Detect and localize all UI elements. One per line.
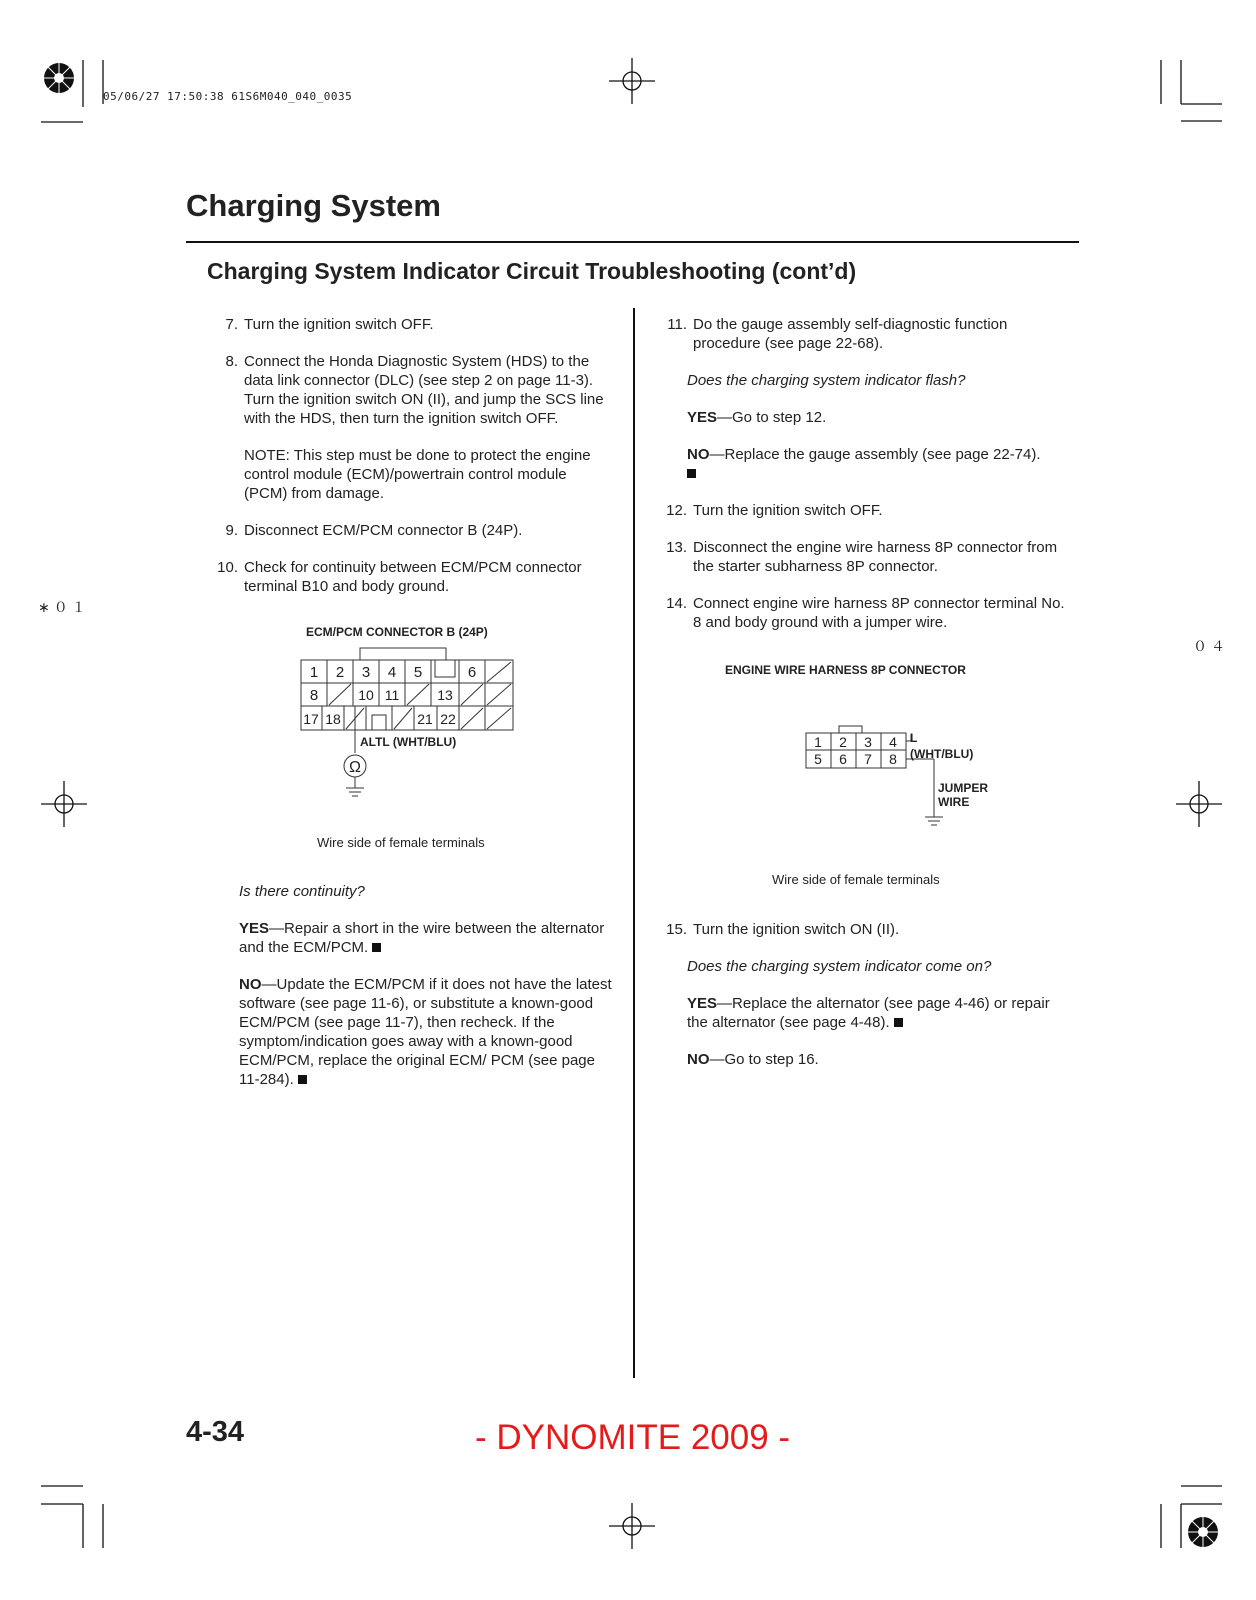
continuity-question: Is there continuity? <box>239 883 365 900</box>
jumper-wire-label: WIRE <box>938 795 970 809</box>
yes-answer: YES—Repair a short in the wire between the alternator and the ECM/PCM. <box>239 920 605 956</box>
pin-label: 7 <box>864 751 872 767</box>
pin-label: 5 <box>413 664 423 681</box>
pin-label: 6 <box>839 751 847 767</box>
wire-color-label: L <box>910 731 918 745</box>
yes-answer: YES—Go to step 12. <box>687 409 827 426</box>
pin-label: 4 <box>889 734 897 750</box>
step-13 <box>655 538 1065 576</box>
wire-color-label: (WHT/BLU) <box>910 747 974 761</box>
step-text: Check for continuity between ECM/PCM connector terminal B10 and body ground. <box>244 559 582 595</box>
pin-label: 10 <box>358 687 374 703</box>
step-10 <box>206 558 611 596</box>
ohmmeter-icon: Ω <box>349 759 361 776</box>
right-margin-mark: ０４ <box>1193 638 1229 654</box>
pin-label: 13 <box>437 687 453 703</box>
page-number: 4-34 <box>186 1416 245 1448</box>
section-title: Charging System Indicator Circuit Troubleshooting (cont’d) <box>207 258 857 284</box>
step-text: Turn the ignition switch ON (II). <box>693 921 900 938</box>
step-9 <box>206 521 611 540</box>
pin-label: 8 <box>889 751 897 767</box>
left-margin-mark: ∗０１ <box>38 599 90 615</box>
title-divider <box>186 241 1079 243</box>
end-square-icon <box>372 943 381 952</box>
pin-label: 5 <box>814 751 822 767</box>
pin-label: 4 <box>387 664 397 681</box>
step-11 <box>655 315 1065 353</box>
left-answers <box>239 882 614 1089</box>
engine-harness-8p-connector-diagram <box>720 662 1020 837</box>
step-number: 14. <box>666 595 687 612</box>
no-answer: NO—Update the ECM/PCM if it does not have the latest software (see page 11-6), or substitute a known-good ECM/PCM (see page 11-7), then recheck. If the symptom/indication goes away with a known-good ECM/PCM, replace the original ECM/ PCM (see page 11-284). <box>239 976 612 1088</box>
step-number: 15. <box>666 921 687 938</box>
pin-label: 11 <box>384 687 400 703</box>
step-15 <box>655 920 1065 939</box>
pin-label: 3 <box>361 664 371 681</box>
pin-label: 18 <box>325 711 341 727</box>
jumper-wire-label: JUMPER <box>938 781 989 795</box>
indicator-question: Does the charging system indicator come on? <box>687 958 992 975</box>
step-text: Turn the ignition switch OFF. <box>244 316 434 333</box>
step-note: NOTE: This step must be done to protect the engine control module (ECM)/powertrain control module (PCM) from damage. <box>244 447 591 502</box>
pin-label: 6 <box>467 664 477 681</box>
end-square-icon <box>687 469 696 478</box>
diagram-caption: Wire side of female terminals <box>317 835 485 850</box>
step-text: Connect the Honda Diagnostic System (HDS) to the data link connector (DLC) (see step 2 on page 11-3). Turn the ignition switch ON (II), and jump the SCS line with the HDS, then turn the ignition switch OFF. <box>244 353 604 427</box>
step-text: Connect engine wire harness 8P connector terminal No. 8 and body ground with a jumper wire. <box>693 595 1065 631</box>
no-answer: NO—Replace the gauge assembly (see page 22-74). <box>687 445 1065 483</box>
step-14 <box>655 594 1065 632</box>
column-divider <box>633 308 635 1378</box>
ecm-pcm-connector-diagram <box>300 625 525 805</box>
step-number: 13. <box>666 539 687 556</box>
step-12 <box>655 501 1065 520</box>
end-square-icon <box>894 1018 903 1027</box>
step-text: Do the gauge assembly self-diagnostic function procedure (see page 22-68). <box>693 316 1008 352</box>
watermark: - DYNOMITE 2009 - <box>475 1418 791 1457</box>
pin-label: 17 <box>303 711 319 727</box>
yes-answer: YES—Replace the alternator (see page 4-46) or repair the alternator (see page 4-48). <box>687 995 1050 1031</box>
step-number: 10. <box>217 559 238 576</box>
flash-question: Does the charging system indicator flash? <box>687 372 966 389</box>
step-number: 9. <box>225 522 238 539</box>
step-number: 8. <box>225 353 238 370</box>
right-lower <box>655 920 1065 1087</box>
diagram-title: ECM/PCM CONNECTOR B (24P) <box>306 625 488 639</box>
step-text: Disconnect ECM/PCM connector B (24P). <box>244 522 523 539</box>
step-number: 11. <box>667 316 687 333</box>
diagram-caption: Wire side of female terminals <box>772 872 940 887</box>
diagram-title: ENGINE WIRE HARNESS 8P CONNECTOR <box>725 663 966 677</box>
left-column <box>206 315 611 614</box>
step-number: 7. <box>225 316 238 333</box>
pin-label: 1 <box>309 664 319 681</box>
pin-label: 8 <box>309 687 319 704</box>
pin-label: 1 <box>814 734 822 750</box>
print-timestamp: 05/06/27 17:50:38 61S6M040_040_0035 <box>103 90 353 103</box>
wire-label: ALTL (WHT/BLU) <box>360 735 457 749</box>
step-8 <box>206 352 611 503</box>
pin-label: 22 <box>440 711 456 727</box>
step-text: Disconnect the engine wire harness 8P connector from the starter subharness 8P connector. <box>693 539 1058 575</box>
end-square-icon <box>298 1075 307 1084</box>
pin-label: 2 <box>839 734 847 750</box>
step-text: Turn the ignition switch OFF. <box>693 502 883 519</box>
step-7 <box>206 315 611 334</box>
step-number: 12. <box>666 502 687 519</box>
no-answer: NO—Go to step 16. <box>687 1051 819 1068</box>
page-title: Charging System <box>186 188 441 223</box>
pin-label: 2 <box>335 664 345 681</box>
pin-label: 3 <box>864 734 872 750</box>
right-column <box>655 315 1065 650</box>
pin-label: 21 <box>417 711 433 727</box>
